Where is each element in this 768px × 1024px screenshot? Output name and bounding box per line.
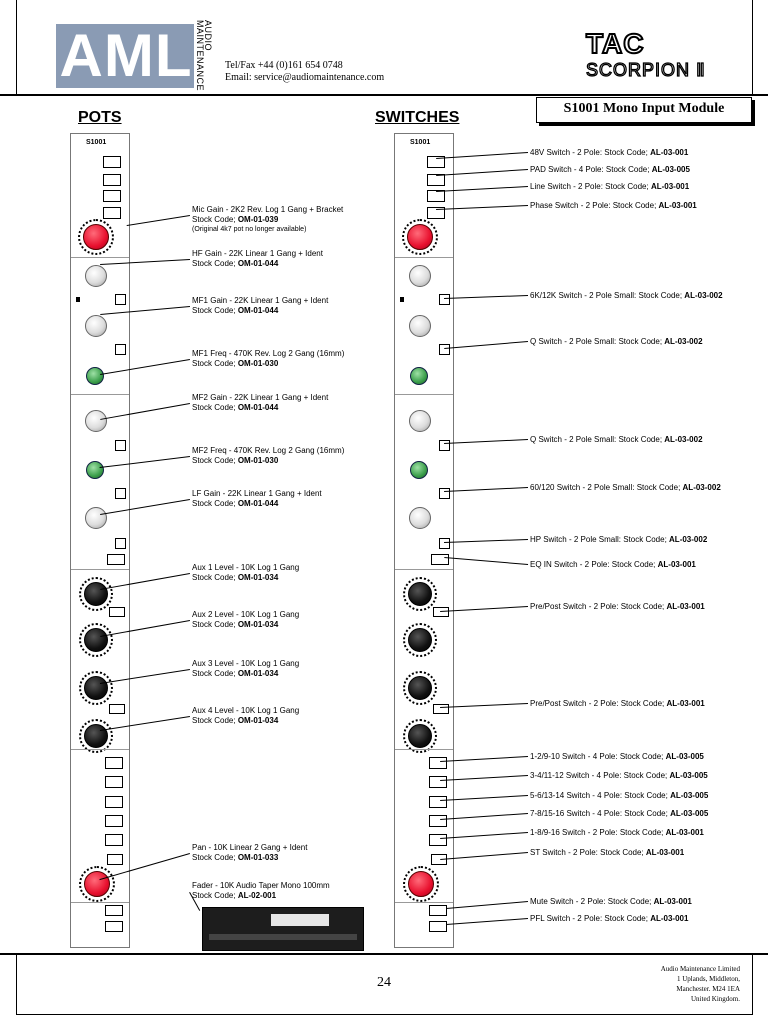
switch-callout (530, 848, 684, 858)
pot-callout (192, 610, 299, 630)
stock-code: AL-03-005 (670, 791, 709, 800)
pot-description: MF2 Gain - 22K Linear 1 Gang + Ident (192, 393, 329, 402)
mf1-q-switch (115, 344, 126, 355)
stock-code: AL-03-002 (669, 535, 708, 544)
pot-description: Aux 4 Level - 10K Log 1 Gang (192, 706, 300, 715)
switch-description: 1-8/9-16 Switch - 2 Pole: Stock Code; (530, 828, 666, 837)
stock-code: OM-01-034 (237, 573, 279, 582)
switch-description: Pre/Post Switch - 2 Pole: Stock Code; (530, 699, 667, 708)
pot-description: MF2 Freq - 470K Rev. Log 2 Gang (16mm) (192, 446, 345, 455)
knob-scale-ring (402, 219, 438, 255)
hf-gain-knob (85, 265, 107, 287)
section-divider (395, 569, 453, 570)
stock-code: AL-03-002 (682, 483, 721, 492)
switch-description: Pre/Post Switch - 2 Pole: Stock Code; (530, 602, 667, 611)
routing-switch (105, 776, 123, 788)
switch-callout (530, 165, 690, 175)
section-divider (395, 902, 453, 903)
mf1-freq-knob (410, 367, 428, 385)
pfl-switch (429, 921, 447, 932)
switch-leader-line (444, 341, 528, 349)
switch-callout (530, 791, 708, 801)
stock-code: OM-01-034 (237, 620, 279, 629)
pot-callout (192, 843, 307, 863)
stock-code: AL-03-002 (664, 337, 703, 346)
pot-description: MF1 Freq - 470K Rev. Log 2 Gang (16mm) (192, 349, 345, 358)
mf2-q-switch (115, 440, 126, 451)
address-line: United Kingdom. (691, 995, 740, 1003)
switch-callout (530, 148, 688, 158)
lf-60-120-switch (439, 488, 450, 499)
pot-callout (192, 296, 328, 316)
lf-gain-knob (409, 507, 431, 529)
section-divider (395, 749, 453, 750)
pot-description: HF Gain - 22K Linear 1 Gang + Ident (192, 249, 323, 258)
header-left-border (16, 0, 17, 94)
pots-heading: POTS (78, 109, 122, 126)
stock-code: OM-01-030 (237, 359, 279, 368)
aux-level-knob (84, 628, 108, 652)
switch-callout (530, 483, 721, 493)
stock-code: OM-01-030 (237, 456, 279, 465)
switch-callout (530, 337, 703, 347)
pre-post-switch (109, 704, 125, 714)
switch-description: 7-8/15-16 Switch - 4 Pole: Stock Code; (530, 809, 671, 818)
mf2-q-switch (439, 440, 450, 451)
pot-description: Fader - 10K Audio Taper Mono 100mm (192, 881, 330, 890)
address-line: Audio Maintenance Limited (660, 965, 740, 973)
switch-callout (530, 435, 703, 445)
routing-switch (429, 834, 447, 846)
module-title-box (536, 97, 752, 123)
stock-code: AL-03-001 (665, 828, 704, 837)
header-rule (0, 94, 768, 96)
routing-switch (429, 757, 447, 769)
scorpion-model-logo: SCORPION Ⅱ (586, 60, 706, 80)
pot-callout (192, 446, 344, 466)
stock-code-label: Stock Code; (192, 716, 238, 725)
switch-callout (530, 914, 688, 924)
stock-code: AL-03-001 (645, 848, 685, 857)
aux-level-knob (408, 724, 432, 748)
section-divider (71, 749, 129, 750)
switch-description: Line Switch - 2 Pole: Stock Code; (530, 182, 651, 191)
tac-brand-logo: TAC (586, 28, 645, 59)
stock-code: OM-01-039 (237, 215, 279, 224)
switch-callout (530, 182, 689, 192)
pot-stock-code-line (192, 215, 343, 225)
switch-callout (530, 291, 723, 301)
mf2-freq-knob (86, 461, 104, 479)
switch-description: 3-4/11-12 Switch - 4 Pole: Stock Code; (530, 771, 670, 780)
pot-stock-code-line (192, 620, 299, 630)
routing-switch (429, 796, 447, 808)
switch-leader-line (444, 557, 528, 565)
stock-code: AL-03-002 (684, 291, 723, 300)
pot-stock-code-line (192, 853, 307, 863)
small-indicator (400, 297, 404, 302)
pot-note: (Original 4k7 pot no longer available) (192, 226, 307, 233)
pot-stock-code-line (192, 259, 323, 269)
switch-leader-line (444, 539, 528, 543)
contact-phone: Tel/Fax +44 (0)161 654 0748 (225, 60, 343, 71)
pots-module-strip (70, 133, 130, 948)
pot-callout (192, 489, 322, 509)
switch-description: Q Switch - 2 Pole Small: Stock Code; (530, 337, 665, 346)
aux-level-knob (84, 724, 108, 748)
stock-code-label: Stock Code; (192, 669, 238, 678)
section-divider (395, 257, 453, 258)
stock-code-label: Stock Code; (192, 403, 238, 412)
pre-post-switch (109, 607, 125, 617)
switch-button (103, 190, 121, 202)
stock-code: AL-03-001 (658, 201, 697, 210)
switch-description: PFL Switch - 2 Pole: Stock Code; (530, 914, 651, 923)
section-divider (71, 569, 129, 570)
stock-code: AL-03-005 (670, 809, 709, 818)
switch-button (103, 156, 121, 168)
stock-code: OM-01-044 (237, 306, 279, 315)
stock-code: AL-03-001 (666, 602, 705, 611)
switch-callout (530, 699, 705, 709)
pot-stock-code-line (192, 306, 328, 316)
switch-button (103, 207, 121, 219)
section-divider (395, 394, 453, 395)
contact-email: Email: service@audiomaintenance.com (225, 72, 385, 83)
pot-callout (192, 249, 323, 269)
stock-code: AL-03-005 (665, 752, 704, 761)
routing-switch (105, 757, 123, 769)
switch-description: 48V Switch - 2 Pole: Stock Code; (530, 148, 651, 157)
switch-leader-line (444, 439, 528, 444)
switch-description: Mute Switch - 2 Pole: Stock Code; (530, 897, 654, 906)
hp-switch (439, 538, 450, 549)
pan-knob (84, 871, 110, 897)
switch-description: EQ IN Switch - 2 Pole: Stock Code; (530, 560, 658, 569)
pot-description: Pan - 10K Linear 2 Gang + Ident (192, 843, 308, 852)
mf2-gain-knob (85, 410, 107, 432)
mf1-gain-knob (85, 315, 107, 337)
pot-callout (192, 706, 299, 726)
switch-description: ST Switch - 2 Pole: Stock Code; (530, 848, 646, 857)
pot-description: Mic Gain - 2K2 Rev. Log 1 Gang + Bracket (192, 205, 344, 214)
stock-code: OM-01-044 (237, 403, 279, 412)
switches-module-strip (394, 133, 454, 948)
stock-code-label: Stock Code; (192, 306, 238, 315)
stock-code-label: Stock Code; (192, 259, 238, 268)
aml-logo: AML (59, 22, 193, 89)
switch-callout (530, 560, 696, 570)
st-switch (107, 854, 123, 865)
pot-callout (192, 881, 330, 901)
mf1-gain-knob (409, 315, 431, 337)
aml-logo-side-text: AUDIO MAINTENANCE (195, 20, 213, 92)
footer-right-border (752, 955, 753, 1015)
mf2-freq-knob (410, 461, 428, 479)
switch-button (103, 174, 121, 186)
stock-code-label: Stock Code; (192, 620, 238, 629)
switch-description: PAD Switch - 4 Pole: Stock Code; (530, 165, 652, 174)
hf-small-switch (115, 294, 126, 305)
stock-code-label: Stock Code; (192, 359, 238, 368)
switch-description: Q Switch - 2 Pole Small: Stock Code; (530, 435, 665, 444)
switch-callout (530, 828, 704, 838)
pot-stock-code-line (192, 669, 299, 679)
pot-stock-code-line (192, 573, 299, 583)
knob-scale-ring (78, 219, 114, 255)
stock-code: OM-01-044 (237, 499, 279, 508)
pre-post-switch (433, 704, 449, 714)
pot-callout (192, 659, 299, 679)
switch-description: Phase Switch - 2 Pole: Stock Code; (530, 201, 659, 210)
routing-switch (105, 815, 123, 827)
mute-switch (429, 905, 447, 916)
section-divider (71, 902, 129, 903)
stock-code: OM-01-034 (237, 669, 279, 678)
switch-callout (530, 535, 707, 545)
stock-code: AL-03-001 (657, 560, 696, 569)
switch-description: 1-2/9-10 Switch - 4 Pole: Stock Code; (530, 752, 666, 761)
stock-code-label: Stock Code; (192, 456, 238, 465)
aux-level-knob (408, 582, 432, 606)
footer-left-border (16, 955, 17, 1015)
section-divider (71, 394, 129, 395)
switch-leader-line (446, 901, 528, 909)
mute-switch (105, 905, 123, 916)
pot-stock-code-line (192, 403, 328, 413)
stock-code: AL-03-001 (650, 182, 690, 191)
switch-callout (530, 771, 708, 781)
page-number: 24 (377, 975, 391, 990)
hp-switch (115, 538, 126, 549)
switch-leader-line (444, 295, 528, 299)
stock-code: AL-03-002 (664, 435, 703, 444)
switch-description: HP Switch - 2 Pole Small: Stock Code; (530, 535, 670, 544)
switch-leader-line (444, 487, 528, 492)
pot-callout (192, 349, 344, 369)
aux-level-knob (84, 582, 108, 606)
aux-level-knob (408, 676, 432, 700)
stock-code-label: Stock Code; (192, 891, 238, 900)
pfl-switch (105, 921, 123, 932)
switch-leader-line (446, 918, 528, 925)
eq-in-switch (431, 554, 449, 565)
pot-description: Aux 2 Level - 10K Log 1 Gang (192, 610, 300, 619)
stock-code: AL-03-005 (669, 771, 708, 780)
lf-gain-knob (85, 507, 107, 529)
aux-level-knob (84, 676, 108, 700)
stock-code: AL-03-001 (653, 897, 692, 906)
section-divider (71, 257, 129, 258)
lf-60-120-switch (115, 488, 126, 499)
pot-callout (192, 393, 328, 413)
routing-switch (429, 776, 447, 788)
switch-description: 60/120 Switch - 2 Pole Small: Stock Code; (530, 483, 683, 492)
stock-code: AL-03-001 (650, 148, 689, 157)
eq-in-switch (107, 554, 125, 565)
fader-photo (202, 907, 364, 951)
switches-heading: SWITCHES (375, 109, 460, 126)
stock-code: AL-03-001 (650, 914, 689, 923)
address-line: Manchester. M24 1EA (676, 985, 740, 993)
aux-level-knob (408, 628, 432, 652)
stock-code: OM-01-044 (237, 259, 279, 268)
stock-code-label: Stock Code; (192, 215, 238, 224)
hf-small-switch (439, 294, 450, 305)
switch-description: 5-6/13-14 Switch - 4 Pole: Stock Code; (530, 791, 671, 800)
mf1-freq-knob (86, 367, 104, 385)
company-address (600, 964, 740, 1004)
routing-switch (105, 796, 123, 808)
switch-callout (530, 809, 708, 819)
module-id-label: S1001 (410, 139, 431, 146)
switch-description: 6K/12K Switch - 2 Pole Small: Stock Code; (530, 291, 685, 300)
pot-description: LF Gain - 22K Linear 1 Gang + Ident (192, 489, 322, 498)
fader-slot (209, 934, 357, 940)
pot-leader-line (127, 215, 190, 226)
pot-description: Aux 1 Level - 10K Log 1 Gang (192, 563, 300, 572)
stock-code-label: Stock Code; (192, 573, 238, 582)
routing-switch (105, 834, 123, 846)
pre-post-switch (433, 607, 449, 617)
stock-code-label: Stock Code; (192, 499, 238, 508)
pot-stock-code-line (192, 359, 344, 369)
pot-description: MF1 Gain - 22K Linear 1 Gang + Ident (192, 296, 329, 305)
pot-description: Aux 3 Level - 10K Log 1 Gang (192, 659, 300, 668)
pan-knob (408, 871, 434, 897)
mf1-q-switch (439, 344, 450, 355)
stock-code: AL-02-001 (237, 891, 277, 900)
pot-stock-code-line (192, 499, 322, 509)
stock-code: AL-03-001 (666, 699, 705, 708)
address-line: 1 Uplands, Middleton, (677, 975, 740, 983)
stock-code: AL-03-005 (651, 165, 690, 174)
module-title: S1001 Mono Input Module (563, 101, 725, 116)
pot-stock-code-line (192, 716, 299, 726)
switch-callout (530, 752, 704, 762)
stock-code-label: Stock Code; (192, 853, 238, 862)
switch-callout (530, 897, 692, 907)
stock-code: OM-01-034 (237, 716, 279, 725)
switch-callout (530, 201, 697, 211)
pot-callout (192, 205, 343, 235)
pot-callout (192, 563, 299, 583)
module-id-label: S1001 (86, 139, 107, 146)
mf2-gain-knob (409, 410, 431, 432)
footer-rule (0, 953, 768, 955)
pot-stock-code-line (192, 891, 330, 901)
pot-stock-code-line (192, 456, 344, 466)
footer-bottom-rule (16, 1014, 753, 1015)
hf-gain-knob (409, 265, 431, 287)
routing-switch (429, 815, 447, 827)
stock-code: OM-01-033 (237, 853, 279, 862)
switch-callout (530, 602, 705, 612)
fader-label-plate (271, 914, 329, 926)
small-indicator (76, 297, 80, 302)
